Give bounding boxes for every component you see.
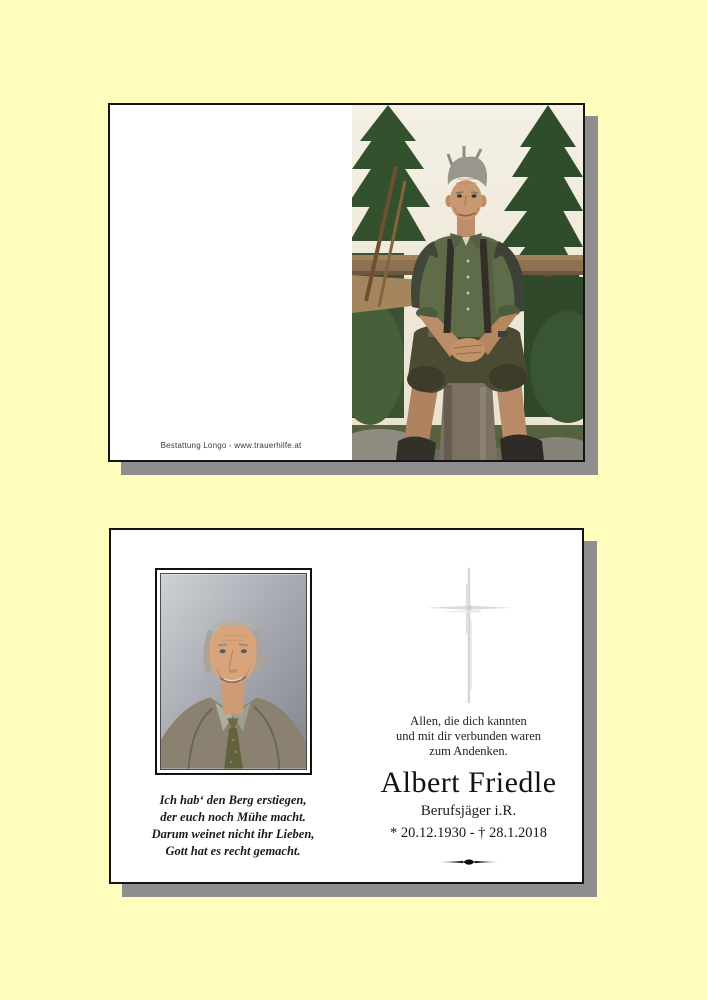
poem-line: der euch noch Mühe macht. (160, 810, 306, 824)
birth-death-dates: * 20.12.1930 - † 28.1.2018 (389, 825, 548, 841)
dedication-line: und mit dir verbunden waren (395, 728, 542, 743)
deceased-name: Albert Friedle (380, 766, 557, 799)
flourish-divider-icon (437, 857, 501, 867)
dedication-line: Allen, die dich kannten (410, 714, 527, 728)
portrait-photo-illustration (160, 573, 307, 770)
funeral-home-credit: Bestattung Longo - www.trauerhilfe.at (160, 441, 302, 450)
memorial-card-outside (108, 103, 585, 462)
outdoor-photo-illustration (352, 105, 583, 460)
memorial-text-column (355, 530, 582, 882)
outdoor-photo (352, 105, 583, 460)
poem-line: Gott hat es recht gemacht. (165, 844, 301, 858)
deceased-profession: Berufsjäger i.R. (420, 803, 517, 819)
cross-icon (409, 562, 529, 707)
poem-line: Darum weinet nicht ihr Lieben, (151, 827, 315, 841)
portrait-photo-frame (155, 568, 312, 775)
memorial-card-inside (109, 528, 584, 884)
dedication-text (355, 714, 582, 758)
memorial-poem (111, 792, 355, 860)
dedication-line: zum Andenken. (429, 743, 508, 758)
card-blank-left-panel (110, 105, 352, 460)
poem-line: Ich hab‘ den Berg erstiegen, (159, 793, 307, 807)
